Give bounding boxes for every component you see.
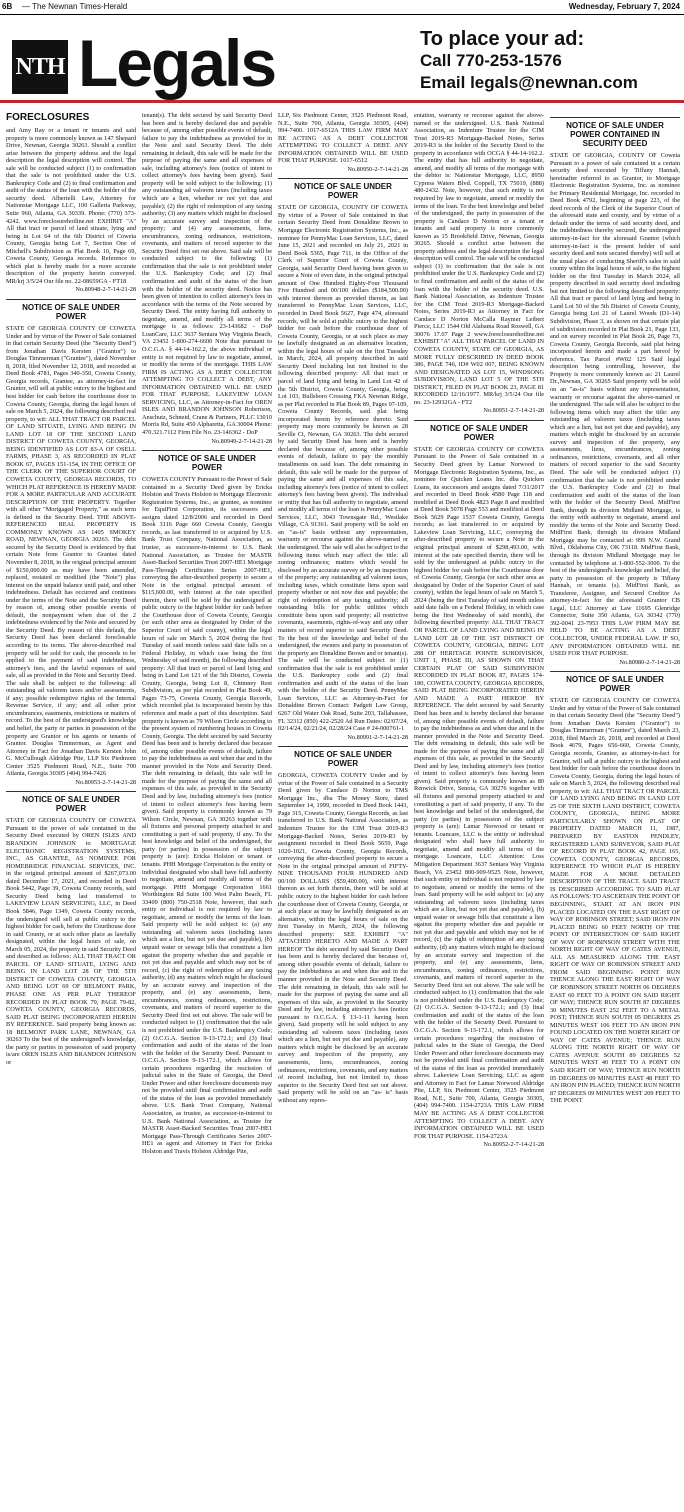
column-5 <box>550 112 680 1504</box>
column-3 <box>278 112 408 1504</box>
notice-reference-number: No.80991-2-7-14-21-28 <box>347 733 408 741</box>
notice-body: GEORGIA, COWETA COUNTY Under and by virtue of the Power of Sale contained in a Security Deed given by Candace D Norton to TMS Mortgage Inc., dba The Money Store, dated September 14, 1999, recorded in Deed Book 1443, Page 315, Coweta County, Georgia Records, as last transferred to U.S. Bank National Association, as Indenture Trustee for the CIM Trust 2019-R3 Mortgage-Backed Notes, Series 2019-R3 by assignment recorded in Deed Book 5659, Page 1020-1021, Coweta County, Georgia Records, conveying the after-described property to secure a Note in the original principal amount of FIFTY-NINE THOUSAND FOUR HUNDRED AND 00/100 DOLLARS ($59,400.00), with interest thereon as set forth therein, there will be sold at public outcry to the highest bidder for cash before the courthouse door of Coweta County, Georgia, or at such place as may be lawfully designated as an alternative, within the legal hours of sale on the first Tuesday in March, 2024, the following described property: SEE EXHIBIT "A" ATTACHED HERETO AND MADE A PART HEREOF The debt secured by said Security Deed has been and is hereby declared due because of, among other possible events of default, failure to pay the indebtedness as and when due and in the manner provided in the Note and Security Deed. The debt remaining in default, this sale will be made for the purpose of paying the same and all expenses of this sale, as provided in the Security Deed and by law, including attorney's fees (notice pursuant to O.C.G.A. § 13-1-11 having been given). Said property will be sold subject to any outstanding ad valorem taxes (including taxes which are a lien, but not yet due and payable), any matters which might be disclosed by an accurate survey and inspection of the property, any assessments, liens, encumbrances, zoning ordinances, restrictions, covenants, and any matters of record including, but not limited to, those superior to the Security Deed first set out above. Said property will be sold on an "as- is" basis without any repres- <box>278 772 408 1104</box>
accent-divider <box>0 100 684 103</box>
notice-body: tenant(s). The debt secured by said Security Deed has been and is hereby declared due and payable because of, among other possible events of default, failure to pay the indebtedness as provided for in the Note and said Security Deed. The debt remaining in default, this sale will be made for the purpose of paying the same and all expenses of sale, including attorney's fees (notice of intent to collect attorney's fees having been given). Said property will be sold subject to the following: (1) any outstanding ad valorem taxes (including taxes which are a lien, whether or not yet due and payable); (2) the right of redemption of any taxing authority; (3) any matters which might be disclosed by an accurate survey and inspection of the property; and (4) any assessments, liens, encumbrances, zoning ordinances, restrictions, covenants, and matters of record superior to the Security Deed first set out above. Said sale will be conducted subject to the following: (1) confirmation that the sale is not prohibited under the U.S. Bankruptcy Code; and (2) final confirmation and audit of the status of the loan with the holder of the security deed. Notice has been given of intention to collect attorney's fees in accordance with the terms of the Note secured by Security Deed. The entity having full authority to negotiate, amend, and modify all terms of the mortgage is as follows: 23-143682 - DoP LoanCare, LLC 3637 Sentara Way Virginia Beach, VA 23452 1-800-274-6600 Note that pursuant to O.C.G.A. § 44-14-162.2, the above individual or entity is not required by law to negotiate, amend, or modify the terms of the mortgage. THIS LAW FIRM IS ACTING AS A DEBT COLLECTOR ATTEMPTING TO COLLECT A DEBT, ANY INFORMATION OBTAINED WILL BE USED FOR THAT PURPOSE. LAKEVIEW LOAN SERVICING, LLC, as Attorney-in-Fact for OREN ISLES AND BRANDON JOHNSON Robertson, Anschutz, Schneid, Crane & Partners, PLLC 13010 Morris Rd, Suite 450 Alpharetta, GA 30004 Phone: 470.321.7112 Firm File No. 23-146362 - DoP <box>142 112 272 436</box>
column-4 <box>414 112 544 1504</box>
notice-body: STATE OF GEORGIA, COUNTY OF COWETA By virtue of a Power of Sale contained in that certain Security Deed from Donaldine Brown to Mortgage Electronic Registration Systems, Inc., as nominee for PennyMac Loan Services, LLC, dated June 15, 2021 and recorded on July 21, 2021 in Deed Book 5365, Page 711, in the Office of the Clerk of Superior Court of Coweta County, Georgia, said Security Deed having been given to secure a Note of even date, in the original principal amount of One Hundred Eighty-Four Thousand Five Hundred and 00/100 dollars ($184,500.00) with interest thereon as provided therein, as last transferred to PennyMac Loan Services, LLC, recorded in Deed Book 5627, Page 474, aforesaid records, will be sold at public outcry to the highest bidder for cash before the courthouse door of Coweta County, Georgia, or at such place as may be lawfully designated as an alternative location, within the legal hours of sale on the first Tuesday in March, 2024, all property described in said Security Deed including but not limited to the following described property: All that tract or parcel of land lying and being in Land Lot 42 of the 5th District, Coweta County, Georgia, being Lot 103, Bullsboro Crossing FKA Newnan Ridge, as per Plat recorded in Plat Book 89, Pages 97-109, Coweta County Records, said plat being incorporated herein by reference thereto. Said property may more commonly be known as 28 Seville Ct, Newnan, GA 30263. The debt secured by said Security Deed has been and is hereby declared due because of, among other possible events of default, failure to pay the monthly installments on said loan. The debt remaining in default, this sale will be made for the purpose of paying the same and all expenses of this sale, including attorney's fees (notice of intent to collect attorney's fees having been given). The individual or entity that has full authority to negotiate, amend and modify all terms of the loan is PennyMac Loan Services, LLC, 3043 Townsgate Rd., Westlake Village, CA 91361. Said property will be sold on an "as-is" basis without any representation, warranty or recourse against the above-named or the undersigned. The sale will also be subject to the following items which may affect the title: all zoning ordinances; matters which would be disclosed by an accurate survey or by an inspection of the property; any outstanding ad valorem taxes, including taxes, which constitute liens upon said property whether or not now due and payable; the right of redemption of any taxing authority; all outstanding bills for public utilities which constitute liens upon said property; all restrictive covenants, easements, rights-of-way and any other matters of record superior to said Security Deed. To the best of the knowledge and belief of the undersigned, the owners and party in possession of the property are Donaldine Brown and or tenant(s). The sale will be conducted subject to (1) confirmation that the sale is not prohibited under the U.S. Bankruptcy code and (2) final confirmation and audit of the status of the loan with the holder of the Security Deed. PennyMac Loan Services, LLC as Attorney-in-Fact for Donaldine Brown Contact: Padgett Law Group, 6267 Old Water Oak Road, Suite 203, Tallahassee, FL 32312 (850) 422-2520 Ad Run Dates: 02/07/24, 02/14/24, 02/21/24, 02/28/24 Case # 24-000761-1 <box>278 204 408 733</box>
notice-heading: NOTICE OF SALE UNDER POWER <box>278 746 408 768</box>
notice-reference-number: No.80953-2-7-14-21-28 <box>75 778 136 786</box>
section-title: Legals <box>78 26 276 100</box>
notice-body: STATE OF GEORGIA COUNTY OF COWETA Under and by virtue of the Power of Sale contained in that certain Security Deed (the "Security Deed") from Jonathan Davis Kersten ("Grantor") to Douglas Timmerman ("Grantee"), dated November 8, 2018, filed November 12, 2018, and recorded at Deed Book 4781, Pages 340-350, Coweta County, Georgia records, Grantee, as attorney-in-fact for Grantor, will sell at public outcry to the highest and best bidder for cash before the courthouse door in Coweta County, Georgia, during the legal hours of sale on March 5, 2024, the following described real property, to wit: ALL THAT TRACT OR PARCEL OF LAND SITUATE, LYING AND BEING IN LAND LOT 18 OF THE SECOND LAND DISTRICT OF COWETA COUNTY, GEORGIA, BEING IDENTIFIED AS LOT 83-A OF OSELL FARMS, PHASE 3, AS RECORDED IN PLAT BOOK 67, PAGES 151-154, IN THE OFFICE OF THE CLERK OF THE SUPERIOR COURT OF COWETA COUNTY, GEORGIA RECORDS, TO WHICH PLAT REFERENCE IS HEREBY MADE FOR A MORE PARTICULAR AND ACCURATE DESCRIPTION OF THE PROPERTY. Together with all other "Mortgaged Property," as such term is defined in the Security Deed. THE ABOVE-REFERENCED REAL PROPERTY IS COMMONLY KNOWN AS 1405 SMOKEY ROAD, NEWNAN, GEORGIA 30263. The debt secured by the Security Deed is evidenced by that certain Note from Grantor to Grantee dated November 8, 2018, in the original principal amount of $150,000.00 as may have been amended, replaced, restated or modified (the "Note") plus interest on the unpaid balance until paid, and other indebtedness. Default has occurred and continues under the terms of the Note and the Security Deed by reason of, among other possible events of default, the nonpayment when due of the 2 indebtedness evidenced by the Note and secured by the Security Deed. By reason of this default, the Security Deed has been declared foreclosable according to its terms. The above-described real property will be sold for cash, the proceeds to be applied to the payment of said indebtedness, attorney's fees, and the lawful expenses of said sale, all as provided in the Note and Security Deed. The sale shall be subject to the following: all outstanding ad valorem taxes and/or assessments, if any; possible redemptive rights of the Internal Revenue Service, if any; and all other prior encumbrances, easements, restrictions or matters of record. To the best of the undersigned's knowledge and belief, the party or parties in possession of the property are Grantor or his agents or tenants of Grantor. Douglas Timmerman, as Agent and Attorney in Fact for Jonathan Davis Kersten John G. McCullough Aldridge Pite, LLP Six Piedmont Center 3525 Piedmont Road, N.E., Suite 700 Atlanta, Georgia 30305 (404) 994-7426 <box>6 325 136 778</box>
notice-body: COWETA COUNTY Pursuant to the Power of Sale contained in a Security Deed given by Ericka Holston and Travis Holston to Mortgage Electronic Registration Systems, Inc., as grantee, as nominee for EquiFirst Corporation, its successors and assigns dated 12/8/2006 and recorded in Deed Book 3116 Page 660 Coweta County, Georgia records, as last transferred to or acquired by U.S. Bank Trust Company, National Association, as trustee, as successor-in-interest to U.S. Bank National Association, as Trustee for MASTR Asset-Backed Securities Trust 2007-HE1 Mortgage Pass-Through Certificates Series 2007-HE1, conveying the after-described property to secure a Note in the original principal amount of $115,600.00, with interest at the rate specified therein, there will be sold by the undersigned at public outcry to the highest bidder for cash before the Courthouse door of Coweta County, Georgia (or such other area as designated by Order of the Superior Court of said county), within the legal hours of sale on March 5, 2024 (being the first Tuesday of said month unless said date falls on a Federal Holiday, in which case being the first Wednesday of said month), the following described property: All that tract or parcel of land lying and being in Land Lot 121 of the 5th District, Coweta County, Georgia, being Lot 8, Chimney Rest Subdivision, as per plat recorded in Plat Book 49, Pages 73-75, Coweta County, Georgia Records, which recorded plat is incorporated herein by this reference and made a part of this description. Said property is known as 79 Wilson Circle according to the present system of numbering houses in Coweta County, Georgia. The debt secured by said Security Deed has been and is hereby declared due because of, among other possible events of default, failure to pay the indebtedness as and when due and in the manner provided in the Note and Security Deed. The debt remaining in default, this sale will be made for the purpose of paying the same and all expenses of this sale, as provided in the Security Deed and by law, including attorney's fees (notice of intent to collect attorney's fees having been given). Said property is commonly known as 79 Wilson Circle, Newnan, GA 30263 together with all fixtures and personal property attached to and constituting a part of said property, if any. To the best knowledge and belief of the undersigned, the party (or parties) in possession of the subject property is (are): Ericka Holston or tenant or tenants. PHH Mortgage Corporation is the entity or individual designated who shall have full authority to negotiate, amend and modify all terms of the mortgage. PHH Mortgage Corporation 1661 Worthington Rd Suite 100 West Palm Beach, FL 33409 (800) 750-2518 Note, however, that such entity or individual is not required by law to negotiate, amend or modify the terms of the loan. Said property will be sold subject to: (a) any outstanding ad valorem taxes (including taxes which are a lien, but not yet due and payable), (b) unpaid water or sewage bills that constitute a lien against the property whether due and payable or not yet due and payable and which may not be of record, (c) the right of redemption of any taxing authority, (d) any matters which might be disclosed by an accurate survey and inspection of the property, and (e) any assessments, liens, encumbrances, zoning ordinances, restrictions, covenants, and matters of record superior to the Security Deed first set out above. The sale will be conducted subject to (1) confirmation that the sale is not prohibited under the U.S. Bankruptcy Code; (2) O.C.G.A. Section 9-13-172.1; and (3) final confirmation and audit of the status of the loan with the holder of the Security Deed. Pursuant to O.C.G.A. Section 9-13-172.1, which allows for certain procedures regarding the rescission of judicial sales in the State of Georgia, the Deed Under Power and other foreclosure documents may not be provided until final confirmation and audit of the status of the loan as provided immediately above. U.S. Bank Trust Company, National Association, as trustee, as successor-in-interest to U.S. Bank National Association, as Trustee for MASTR Asset-Backed Securities Trust 2007-HE1 Mortgage Pass-Through Certificates Series 2007-HE1 as agent and Attorney in Fact for Ericka Holston and Travis Holston Aldridge Pite, <box>142 476 272 1155</box>
notice-reference-number: No.80949-2-7-14-21-28 <box>211 437 272 445</box>
issue-date: Wednesday, February 7, 2024 <box>568 2 680 11</box>
column-1 <box>6 112 136 1504</box>
notice-body: LLP, Six Piedmont Center, 3525 Piedmont Road, N.E., Suite 700, Atlanta, Georgia 30305, (404) 994-7400. 1017-6512A THIS LAW FIRM MAY BE ACTING AS A DEBT COLLECTOR ATTEMPTING TO COLLECT A DEBT. ANY INFORMATION OBTAINED WILL BE USED FOR THAT PURPOSE. 1017-6512 <box>278 112 408 165</box>
place-ad-phone[interactable]: Call 770-253-1576 <box>420 51 562 70</box>
nth-logo: NTH <box>12 40 68 94</box>
notice-heading: NOTICE OF SALE UNDER POWER <box>6 299 136 321</box>
notice-body: STATE OF GEORGIA, COUNTY OF Coweta Pursuant to a power of sale contained in a certain security deed executed by Tiffany Hannah, hereinafter referred to as Grantor, to Mortgage Electronic Registration Systems, Inc. as nominee for Primary Residential Mortgage, Inc. recorded in Deed Book 4792, beginning at page 223, of the deed records of the Clerk of the Superior Court of the aforesaid state and county, and by virtue of a default under the terms of said security deed, and the indebtedness thereby secured, the undersigned attorney-in-fact for the aforesaid Grantor (which attorney-in-fact is the present holder of said security deed and note secured thereby) will sell at the usual place of conducting Sheriff's sales in said county within the legal hours of sale, to the highest bidder on the first Tuesday in March 2024, all property described in said security deed including but not limited to the following described property: All that tract or parcel of land lying and being in Land Lot 50 of the 5th District of Coweta County, Georgia being Lot 21 of Laurel Woods (D1-14) Subdivision, Phase 3, as shown on that certain plat of subdivision recorded in Plat Book 21, Page 133, and on survey recorded in Plat Book 26, Page 73, Coweta County, Georgia Records, said plat being incorporated herein and made a part hereof by reference. Tax Parcel #W02 125 Said legal description being controlling, however, the Property is more commonly known as: 21 Laurel Dr.,Newnan, GA 30265 Said property will be sold on an "as-is" basis without any representation, warranty or recourse against the above-named or the undersigned. The sale will also be subject to the following items which may affect the title: any outstanding ad valorem taxes (including taxes which are a lien, but not yet due and payable), any matters which might be disclosed by an accurate survey and inspection of the property, any assessments, liens, encumbrances, zoning ordinances, restrictions, covenants, and all other matters of record superior to the said Security Deed. The sale will be conducted subject (1) confirmation that the sale is not prohibited under the U.S. Bankruptcy Code and (2) to final confirmation and audit of the status of the loan with the holder of the Security Deed. MidFirst Bank, through its division Midland Mortgage, is the entity with authority to negotiate, amend and modify the terms of the Note and Security Deed. MidFirst Bank, through its division Midland Mortgage may be contacted at: 999 N.W. Grand Blvd., Oklahoma City, OK 73118. MidFirst Bank, through its division Midland Mortgage may be contacted by telephone at 1-800-552-3000. To the best of the undersigned's knowledge and belief, the party in possession of the property is Tiffany Hannah, or tenants (s). MidFirst Bank, as Transferee, Assignee, and Secured Creditor As attorney-in-fact for the aforesaid Grantor CB Legal, LLC Attorney at Law 11695 Glenridge Connector, Suite 350 Atlanta, GA 30342 (770) 392-0041 23-7953 THIS LAW FIRM MAY BE HELD TO BE ACTING AS A DEBT COLLECTOR, UNDER FEDERAL LAW. IF SO, ANY INFORMATION OBTAINED WILL BE USED FOR THAT PURPOSE. <box>550 152 680 658</box>
notice-reference-number: No.80950-2-7-14-21-28 <box>347 165 408 173</box>
place-ad-heading: To place your ad: <box>420 28 585 50</box>
legals-banner <box>0 18 684 98</box>
section-label-foreclosures: FORECLOSURES <box>6 112 90 123</box>
notice-heading: NOTICE OF SALE UNDER POWER <box>550 671 680 693</box>
notice-body: STATE OF GEORGIA COUNTY OF COWETA Under and by virtue of the Power of Sale contained in that certain Security Deed (the "Security Deed") from Jonathan Davis Kersten ("Grantor") to Douglas Timmerman ("Grantee"), dated March 23, 2018, filed March 26, 2018, and recorded at Deed Book 4679, Pages 656-660, Coweta County, Georgia records, Grantee, as attorney-in-fact for Grantor, will sell at public outcry to the highest and best bidder for cash before the courthouse doors in Coweta County, Georgia, during the legal hours of sale on March 5, 2024, the following described real property, to wit: ALL THAT TRACT OR PARCEL OF LAND LYING AND BEING IN LAND LOT 25 OF THE SIXTH LAND DISTRICT, COWETA COUNTY, GEORGIA, BEING MORE PARTICULARLY SHOWN ON PLAT OF PROPERTY DATED MARCH 11, 1987, PREPARED BY EASTON PENDLEY, REGISTERED LAND SURVEYOR, SAID PLAT OF RECORD IN PLAT BOOK 42, PAGE 165, COWETA COUNTY, GEORGIA RECORDS, REFERENCE TO WHICH PLAT IS HEREBY MADE FOR A MORE DETAILED DESCRIPTION OF THE TRACT. SAID TRACT IS DESCRIBED ACCORDING TO SAID PLAT AS FOLLOWS: TO ASCERTAIN THE POINT OF BEGINNING, START AT AN IRON PIN PLACED LOCATED ON THE EAST RIGHT OF WAY OF ROBINSON STREET; SAID IRON PIN PLACED BEING 60 FEET NORTH OF THE POINT OF INTERSECTION OF SAID RIGHT OF WAY OF ROBINSON STREET WITH THE NORTH RIGHT OF WAY OF CATES AVENUE, ALL AS MEASURED ALONG THE EAST RIGHT OF WAY OF ROBINSON STREET AND FROM SAID BEGINNING POINT RUN THENCE ALONG THE EAST RIGHT OF WAY OF ROBINSON STREET NORTH 06 DEGREES EAST 60 FEET TO A POINT ON SAID RIGHT OF WAY; THENCE RUN SOUTH 87 DEGREES 30 MINUTES EAST 252 FEET TO A METAL POST; THENCE RUN SOUTH 05 DEGREES 25 MINUTES WEST 106 FEET TO AN IRON PIN FOUND LOCATED ON THE NORTH RIGHT OF WAY OF CATES AVENUE; THENCE RUN ALONG THE NORTH RIGHT OF WAY OF CATES AVENUE SOUTH 89 DEGREES 52 MINUTES WEST 40 FEET TO A POINT ON SAID RIGHT OF WAY; THENCE RUN NORTH 05 DEGREES 09 MINUTES EAST 48 FEET TO AN IRON PIN PLACED; THENCE RUN NORTH 87 DEGREES 09 MINUTES WEST 209 FEET TO THE POINT <box>550 697 680 1105</box>
notice-reference-number: No.80980-2-7-14-21-28 <box>619 658 680 666</box>
notice-reference-number: No.80952-2-7-14-21-28 <box>483 1141 544 1149</box>
notice-reference-number: No.80951-2-7-14-21-28 <box>483 407 544 415</box>
notice-body: STATE OF GEORGIA COUNTY OF COWETA Pursuant to the Power of Sale contained in a Security Deed given by Lamar Norwood to Mortgage Electronic Registration Systems, Inc., as nominee for Quicken Loans Inc. dba Quicken Loans, its successors and assigns dated 7/31/2017 and recorded in Deed Book 4580 Page 118 and modified at Deed Book 4823 Page 8 and modified at Deed Book 5078 Page 553 and modified at Deed Book 5629 Page 1537 Coweta County, Georgia records; as last transferred to or acquired by Lakeview Loan Servicing, LLC, conveying the after-described property to secure a Note in the original principal amount of $298,493.00, with interest at the rate specified therein, there will be sold by the undersigned at public outcry to the highest bidder for cash before the Courthouse door of Coweta County, Georgia (or such other area as designated by Order of the Superior Court of said county), within the legal hours of sale on March 5, 2024 (being the first Tuesday of said month unless said date falls on a Federal Holiday, in which case being the first Wednesday of said month), the following described property: ALL THAT TRACT OR PARCEL OF LAND LYING AND BEING IN LAND LOT 28 OF THE 1ST DISTRICT OF COWETA COUNTY, GEORGIA, BEING LOT 288 OF HERITAGE POINTE SUBDIVISION, UNIT 1, PHASE III, AS SHOWN ON THAT CERTAIN PLAT OF SAID SUBDIVISION RECORDED IN PLAT BOOK 87, PAGES 174-180, COWETA COUNTY, GEORGIA RECORDS, SAID PLAT BEING INCORPORATED HEREIN AND MADE A PART HEREOF BY REFERENCE. The debt secured by said Security Deed has been and is hereby declared due because of, among other possible events of default, failure to pay the indebtedness as and when due and in the manner provided in the Note and Security Deed. The debt remaining in default, this sale will be made for the purpose of paying the same and all expenses of this sale, as provided in the Security Deed and by law, including attorney's fees (notice of intent to collect attorney's fees having been given). Said property is commonly known as 80 Renwick Drive, Senoia, GA 30276 together with all fixtures and personal property attached to and constituting a part of said property, if any. To the best knowledge and belief of the undersigned, the party (or parties) in possession of the subject property is (are): Lamar Norwood or tenant or tenants. Loancare, LLC is the entity or individual designated who shall have full authority to negotiate, amend and modify all terms of the mortgage. Loancare, LLC Attention: Loss Mitigation Department 3637 Sentara Way Virginia Beach, VA 23452 800-909-9525 Note, however, that such entity or individual is not required by law to negotiate, amend or modify the terms of the loan. Said property will be sold subject to: (a) any outstanding ad valorem taxes (including taxes which are a lien, but not yet due and payable), (b) unpaid water or sewage bills that constitute a lien against the property whether due and payable or not yet due and payable and which may not be of record, (c) the right of redemption of any taxing authority, (d) any matters which might be disclosed by an accurate survey and inspection of the property, and (e) any assessments, liens, encumbrances, zoning ordinances, restrictions, covenants, and matters of record superior to the Security Deed first set out above. The sale will be conducted subject to (1) confirmation that the sale is not prohibited under the U.S. Bankruptcy Code; (2) O.C.G.A. Section 9-13-172.1; and (3) final confirmation and audit of the status of the loan with the holder of the Security Deed. Pursuant to O.C.G.A. Section 9-13-172.1, which allows for certain procedures regarding the rescission of judicial sales in the State of Georgia, the Deed Under Power and other foreclosure documents may not be provided until final confirmation and audit of the status of the loan as provided immediately above. Lakeview Loan Servicing, LLC as agent and Attorney in Fact for Lamar Norwood Aldridge Pite, LLP, Six Piedmont Center, 3525 Piedmont Road, N.E., Suite 700, Atlanta, Georgia 30305, (404) 994-7400. 1154-2723A THIS LAW FIRM MAY BE ACTING AS A DEBT COLLECTOR ATTEMPTING TO COLLECT A DEBT. ANY INFORMATION OBTAINED WILL BE USED FOR THAT PURPOSE. 1154-2723A <box>414 445 544 1140</box>
notice-heading: NOTICE OF SALE UNDER POWER <box>278 178 408 200</box>
place-ad-email[interactable]: Email legals@newnan.com <box>420 73 638 92</box>
page-number: 6B <box>2 2 13 11</box>
notice-heading: NOTICE OF SALE UNDER POWER <box>142 450 272 472</box>
notice-reference-number: No.80948-2-7-14-21-28 <box>75 286 136 294</box>
publication-name: — The Newnan Times-Herald <box>22 2 128 11</box>
place-ad-box <box>420 28 680 96</box>
notice-body: entation, warranty or recourse against the above-named or the undersigned. U.S. Bank National Association, as Indenture Trustee for the CIM Trust 2019-R3 Mortgage-Backed Notes, Series 2019-R3 is the holder of the Security Deed to the property in accordance with OCGA § 44-14-162.2. The entity that has full authority to negotiate, amend, and modify all terms of the mortgage with the debtor is: Nationstar Mortgage, LLC, 8950 Cypress Waters Blvd. Coppell, TX 75019, (888) 480-2432. Note, however, that such entity is not required by law to negotiate, amend or modify the terms of the loan. To the best knowledge and belief of the undersigned, the party in possession of the property is Candace D Norton or a tenant or tenants and said property is more commonly known as 15 Brookfield Drive, Newnan, Georgia 30265. Should a conflict arise between the property address and the legal description the legal description will control. The sale will be conducted subject (1) to confirmation that the sale is not prohibited under the U.S. Bankruptcy Code and (2) to final confirmation and audit of the status of the loan with the holder of the security deed. U.S. Bank National Association, as Indenture Trustee for the CIM Trust 2019-R3 Mortgage-Backed Notes, Series 2019-R3 as Attorney in Fact for Candace D Norton McCalla Raymer Leibert Pierce, LLC 1544 Old Alabama Road Roswell, GA 30076 17.07 Page 2 www.foreclosurehotline.net EXHIBIT "A" ALL THAT PARCEL OF LAND IN COWETA COUNTY, STATE OF GEORGIA, AS MORE FULLY DESCRIBED IN DEED BOOK 386, PAGE 746, ID# W02 007, BEING KNOWN AND DESIGNATED AS LOT 15, WINDSONG SUBDIVISION, LAND LOT 5 OF THE 5TH DISTRICT, FILED IN PLAT BOOK 23, PAGE 81 RECORDED 12/16/1977. MR/krj 3/5/24 Our file no. 23-12932GA - FT2 <box>414 112 544 406</box>
column-2 <box>142 112 272 1504</box>
page-header-strip <box>0 0 684 15</box>
notice-body: and Amy Ray or a tenant or tenants and said property is more commonly known as 147 Shepard Drive, Newnan, Georgia 30263. Should a conflict arise between the property address and the legal description the legal description will control. The sale will be conducted subject (1) to confirmation that the sale is not prohibited under the U.S. Bankruptcy Code and (2) to final confirmation and audit of the status of the loan with the holder of the security deed. Albertelli Law, Attorney for Nationstar Mortgage LLC, 100 Galleria Parkway, Suite 960, Atlanta, GA 30339. Phone: (770) 373-4242. www.foreclosurehotline.net EXHIBIT "A" All that tract or parcel of land situate, lying and being in Lot 64 of the 6th District of Coweta County, Georgia being Lot 7, Section One of Mitchell's Subdivision as Plat Book 10, Page 69, Coweta County, Georgia records. Reference to which plat is hereby made for a more accurate description of the property herein conveyed. MR/krj 3/5/24 Our file no. 22-08659GA - FT18 <box>6 127 136 285</box>
notice-body: STATE OF GEORGIA COUNTY OF COWETA Pursuant to the power of sale contained in the Security Deed executed by OREN ISLES AND BRANDON JOHNSON to MORTGAGE ELECTRONIC REGISTRATION SYSTEMS, INC., AS GRANTEE, AS NOMINEE FOR HOMEBRIDGE FINANCIAL SERVICES, INC. in the original principal amount of $267,073.00 dated December 17, 2021, and recorded in Deed Book 5442, Page 39, Coweta County records, said Security Deed being last transferred to LAKEVIEW LOAN SERVICING, LLC, in Deed Book 5846, Page 1349, Coweta County records, the undersigned will sell at public outcry to the highest bidder for cash, before the Courthouse door in said County, or at such other place as lawfully designated, within the legal hours of sale, on March 05, 2024, the property in said Security Deed and described as follows: ALL THAT TRACT OR PARCEL OF LAND SITUATE, LYING AND BEING IN LAND LOT 28 OF THE 5TH DISTRICT OF COWETA COUNTY, GEORGIA AND BEING LOT 69 OF BELMONT PARK, PHASE ONE AS PER PLAT THEREOF RECORDED IN PLAT BOOK 79, PAGE 79-82, COWETA COUNTY, GEORGIA RECORDS, SAID PLAT BEING INCORPORATED HEREIN BY REFERENCE. Said property being known as: 18 BELMONT PARK LANE, NEWNAN, GA 30263 To the best of the undersigned's knowledge, the party or parties in possession of said property is/are OREN ISLES AND BRANDON JOHNSON or <box>6 817 136 1066</box>
notice-heading: NOTICE OF SALE UNDER POWER <box>6 791 136 813</box>
notice-heading: NOTICE OF SALE UNDER POWER CONTAINED IN SECURITY DEED <box>550 117 680 148</box>
notice-heading: NOTICE OF SALE UNDER POWER <box>414 420 544 442</box>
